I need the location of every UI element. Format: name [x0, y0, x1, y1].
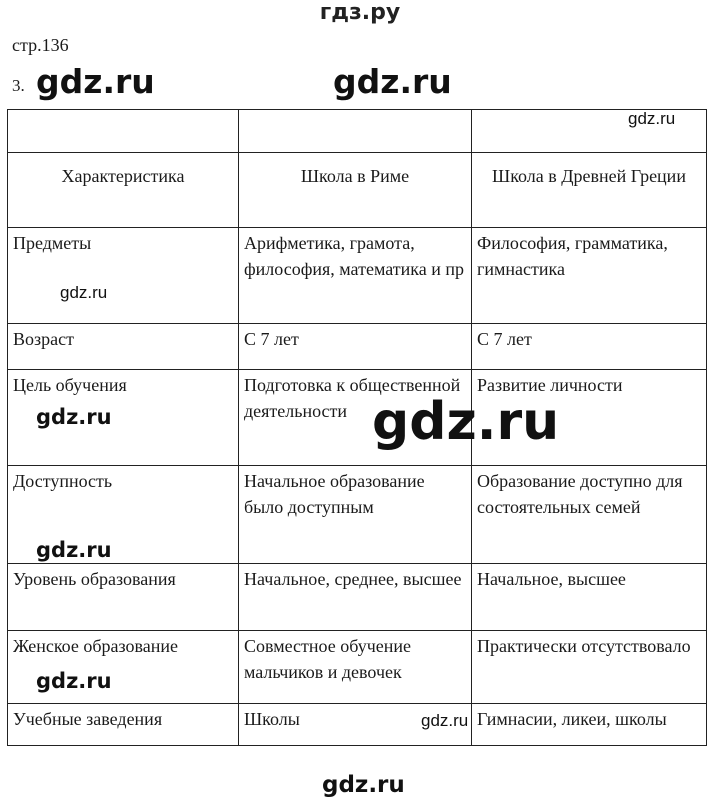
table-row	[8, 466, 707, 564]
table-cell	[239, 110, 472, 153]
greece-cell: Развитие личности	[472, 370, 707, 466]
row-label: Цель обучения	[8, 370, 239, 466]
rome-cell: Арифметика, грамота, философия, математика и пр	[239, 228, 472, 324]
table-row	[8, 631, 707, 704]
rome-cell: Совместное обучение мальчиков и девочек	[239, 631, 472, 704]
row-label: Учебные заведения	[8, 704, 239, 746]
greece-cell: Практически отсутствовало	[472, 631, 707, 704]
rome-cell: Подготовка к общественной деятельности	[239, 370, 472, 466]
table-row	[8, 564, 707, 631]
rome-cell: Начальное, среднее, высшее	[239, 564, 472, 631]
watermark: gdz.ru	[322, 772, 405, 798]
watermark: gdz.ru	[372, 392, 560, 452]
row-label: Предметы	[8, 228, 239, 324]
site-title: гдз.ру	[319, 0, 401, 25]
table-header-row	[8, 153, 707, 228]
watermark: gdz.ru	[36, 538, 112, 562]
greece-cell: Гимнасии, ликеи, школы	[472, 704, 707, 746]
header-characteristic: Характеристика	[8, 153, 239, 228]
rome-cell: С 7 лет	[239, 324, 472, 370]
row-label: Уровень образования	[8, 564, 239, 631]
rome-cell: Начальное образование было доступным	[239, 466, 472, 564]
watermark: gdz.ru	[628, 109, 676, 128]
comparison-table	[7, 109, 707, 746]
greece-cell: С 7 лет	[472, 324, 707, 370]
table-row	[8, 704, 707, 746]
table-row-empty	[8, 110, 707, 153]
greece-cell: Начальное, высшее	[472, 564, 707, 631]
watermark: gdz.ru	[36, 669, 112, 693]
rome-cell: Школы	[239, 704, 472, 746]
watermark: gdz.ru	[36, 405, 112, 429]
row-label: Женское образование	[8, 631, 239, 704]
table-row	[8, 324, 707, 370]
watermark: gdz.ru	[421, 711, 469, 730]
greece-cell: Образование доступно для состоятельных семей	[472, 466, 707, 564]
row-label: Доступность	[8, 466, 239, 564]
watermark: gdz.ru	[333, 62, 452, 101]
row-label: Возраст	[8, 324, 239, 370]
greece-cell: Философия, грамматика, гимнастика	[472, 228, 707, 324]
watermark: gdz.ru	[36, 62, 155, 101]
header-greece-school: Школа в Древней Греции	[472, 153, 707, 228]
table-row	[8, 228, 707, 324]
watermark: gdz.ru	[60, 283, 108, 302]
header-rome-school: Школа в Риме	[239, 153, 472, 228]
table-row	[8, 370, 707, 466]
task-number: 3.	[12, 76, 25, 95]
table-cell	[8, 110, 239, 153]
page-reference: стр.136	[12, 35, 69, 55]
